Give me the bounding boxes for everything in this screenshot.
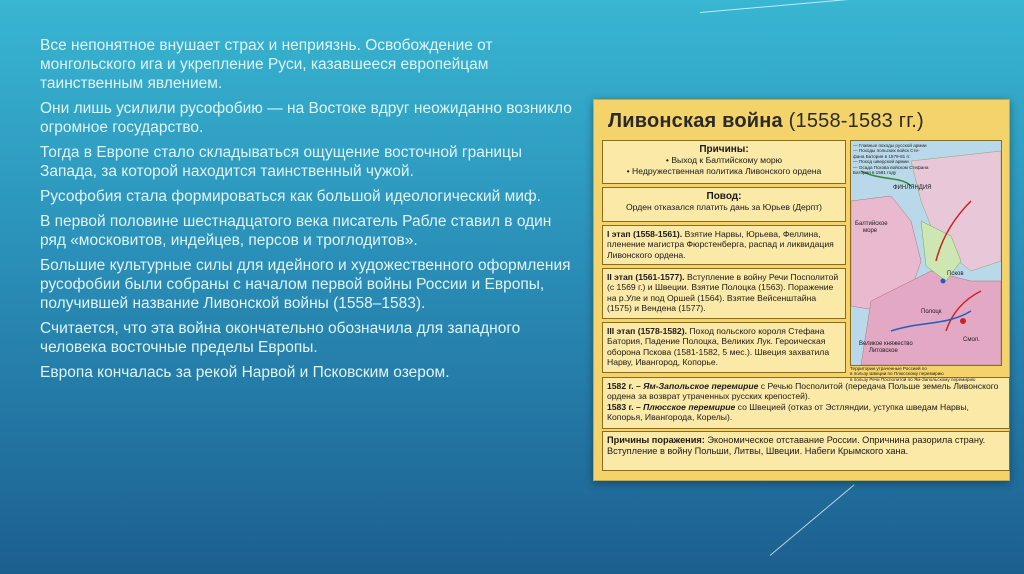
legend-bottom-1: Территории утраченные Россией по: [850, 366, 927, 371]
truce-2-year: 1583 г. –: [607, 401, 641, 412]
war-map: [850, 140, 1002, 366]
pretext-title: Повод:: [706, 191, 742, 202]
truces-box: [602, 377, 1010, 429]
causes-item-1: • Выход к Балтийскому морю: [665, 155, 783, 166]
pretext-text: Орден отказался платить дань за Юрьев (Дерпт): [625, 202, 823, 213]
decorative-line-bottom: [770, 484, 855, 555]
legend-bottom-3: в пользу Речи Посполитой по Ям-Запольскому перемирию: [850, 376, 976, 382]
legend-line-1: — Главные походы русской армии: [853, 143, 927, 148]
defeat-text: Экономическое отставание России. Опричнина разорила страну. Вступление в войну Польши, Литвы, Швеции. Набеги Крымского хана.: [607, 435, 986, 456]
defeat-box: [602, 431, 1010, 471]
label-lithuania-1: Великое княжество: [859, 341, 913, 347]
stage-3-text: Поход польского короля Стефана Батория, Падение Полоцка, Великих Лук. Героическая оборона Пскова (1581-1582, 5 мес.). Швеция захватила Нарву, Ивангород, Копорье.: [607, 326, 830, 367]
causes-item-2: • Недружественная политика Ливонского ордена: [626, 165, 822, 176]
stage-3-title: III этап (1578-1582).: [607, 326, 687, 336]
card-title: [608, 110, 924, 133]
paragraph-3: Тогда в Европе стало складываться ощущение восточной границы Запада, за которой находится таинственный чужой.: [40, 144, 523, 180]
label-finland: ФИНЛЯНДИЯ: [893, 185, 932, 191]
stage-1-title: I этап (1558-1561).: [607, 229, 683, 239]
map-legend: [853, 143, 928, 175]
paragraph-4: Русофобия стала формироваться как большой идеологический миф.: [40, 188, 541, 205]
label-polotsk: Полоцк: [921, 309, 942, 315]
legend-line-5: — Осада Пскова войском Стефана: [853, 164, 929, 170]
card-title-years: (1558-1583 гг.): [788, 110, 924, 132]
truce-2-name: Плюсское перемирие: [640, 401, 736, 412]
label-sea-1: Балтийское: [855, 221, 888, 227]
label-sea-2: море: [863, 228, 878, 234]
stage-2-text: Вступление в войну Речи Посполитой (с 1569 г.) и Швеции. Взятие Полоцка (1563). Поражение на р.Уле и под Оршей (1564). Взятие Вейсенштайна (1575) и Вендена (1577).: [607, 272, 839, 313]
legend-line-2: — Походы польских войск Сте-: [853, 148, 920, 154]
causes-title: Причины:: [699, 144, 749, 155]
truce-1-text: с Речью Посполитой (передача Польше земель Ливонского ордена за возврат утраченных русских крепостей).: [607, 381, 999, 402]
card-title-main: Ливонская война: [608, 110, 783, 132]
decorative-line-top: [700, 0, 999, 13]
livonian-war-card: [593, 99, 1010, 481]
label-lithuania-2: Литовское: [869, 348, 898, 354]
legend-bottom-2: в пользу Швеции по Плюсскому перемирию: [850, 371, 944, 377]
stage-3-box: [602, 322, 846, 373]
paragraph-6: Большие культурные силы для идейного и художественного оформления русофобии были собраны с началом первой войны России и Европы, получившей название Ливонской войны (1558–1583).: [40, 257, 571, 312]
card-left-column: [602, 140, 846, 376]
stage-2-title: II этап (1561-1577).: [607, 272, 685, 282]
truce-1-name: Ям-Запольское перемирие: [640, 381, 759, 391]
label-smolensk: Смол.: [963, 337, 980, 343]
paragraph-1: Все непонятное внушает страх и неприязнь. Освобождение от монгольского ига и укрепление Руси, казавшееся европейцам таинственным явлением.: [40, 37, 493, 92]
legend-line-4: — Поход шведской армии: [853, 159, 909, 165]
defeat-title: Причины поражения:: [607, 435, 705, 445]
pretext-box: [602, 187, 846, 222]
map-bottom-legend: [850, 366, 1000, 382]
main-text-block: [40, 36, 580, 388]
legend-line-3: фана Батория в 1579-81 гг.: [853, 153, 911, 159]
stage-1-text: Взятие Нарвы, Юрьева, Феллина, пленение магистра Фюрстенберга, распад и ликвидация Ливонского ордена.: [607, 229, 834, 260]
paragraph-8: Европа кончалась за рекой Нарвой и Псковским озером.: [40, 364, 450, 381]
paragraph-2: Они лишь усилили русофобию — на Востоке вдруг неожиданно возникло огромное государство.: [40, 100, 572, 136]
truce-2-text: со Швецией (отказ от Эстляндии, уступка шведам Нарвы, Копорья, Ивангорода, Корелы).: [607, 401, 969, 422]
causes-box: [602, 140, 846, 184]
stage-1-box: [602, 225, 846, 265]
stage-2-box: [602, 268, 846, 319]
legend-line-6: Батория в 1581 году: [853, 170, 897, 176]
truce-1-year: 1582 г. –: [607, 381, 641, 391]
paragraph-7: Считается, что эта война окончательно обозначила для западного человека восточные пределы Европы.: [40, 320, 521, 356]
label-pskov: Псков: [947, 271, 964, 277]
paragraph-5: В первой половине шестнадцатого века писатель Рабле ставил в один ряд «московитов, индейцев, персов и троглодитов».: [40, 213, 552, 249]
